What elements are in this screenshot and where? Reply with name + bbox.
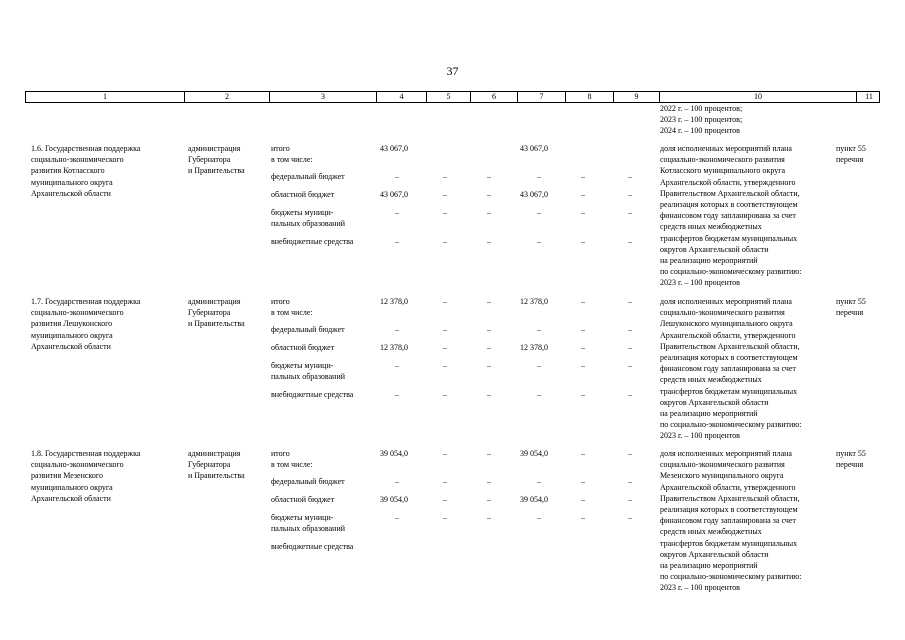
empty-value-dash: – bbox=[581, 477, 585, 486]
indicator-line: Правительством Архангельской области, bbox=[660, 493, 800, 503]
measure-name-line: Архангельской области bbox=[31, 493, 111, 503]
fin-municipal-label: бюджеты муници- bbox=[271, 513, 334, 522]
empty-value-dash: – bbox=[487, 449, 491, 458]
indicator-line: социально-экономического развития bbox=[660, 460, 785, 470]
indicator-line: финансовом году запланирована за счет bbox=[660, 516, 796, 526]
empty-value-dash: – bbox=[581, 513, 585, 522]
empty-value-dash: – bbox=[487, 361, 491, 370]
value-total-col7: 43 067,0 bbox=[520, 144, 548, 153]
header-col-9: 9 bbox=[613, 92, 659, 102]
empty-value-dash: – bbox=[443, 361, 447, 370]
empty-value-dash: – bbox=[628, 477, 632, 486]
empty-value-dash: – bbox=[628, 172, 632, 181]
empty-value-dash: – bbox=[395, 325, 399, 334]
fin-municipal-label: пальных образований bbox=[271, 524, 345, 534]
header-col-4: 4 bbox=[376, 92, 426, 102]
fin-total-label: в том числе: bbox=[271, 155, 313, 165]
indicator-line: Котласского муниципального округа bbox=[660, 166, 786, 176]
value-regional-col4: 39 054,0 bbox=[380, 495, 408, 504]
header-col-3: 3 bbox=[269, 92, 376, 102]
measure-name-line: муниципального округа bbox=[31, 177, 113, 187]
empty-value-dash: – bbox=[487, 237, 491, 246]
empty-value-dash: – bbox=[443, 190, 447, 199]
empty-value-dash: – bbox=[487, 477, 491, 486]
value-regional-col4: 12 378,0 bbox=[380, 343, 408, 352]
executor-line: и Правительства bbox=[188, 166, 245, 176]
header-col-11: 11 bbox=[856, 92, 881, 102]
empty-value-dash: – bbox=[628, 208, 632, 217]
indicator-line: по социально-экономическому развитию: bbox=[660, 267, 802, 277]
empty-value-dash: – bbox=[443, 449, 447, 458]
indicator-line: социально-экономического развития bbox=[660, 155, 785, 165]
value-total-col4: 43 067,0 bbox=[380, 144, 408, 153]
empty-value-dash: – bbox=[628, 325, 632, 334]
indicator-line: Архангельской области, утвержденного bbox=[660, 177, 796, 187]
indicator-line: Лешуконского муниципального округа bbox=[660, 319, 793, 329]
executor-line: администрация bbox=[188, 297, 241, 306]
indicator-line: Архангельской области, утвержденного bbox=[660, 330, 796, 340]
executor-line: и Правительства bbox=[188, 319, 245, 329]
fin-extra-label: внебюджетные средства bbox=[271, 542, 354, 551]
indicator-line: Мезенского муниципального округа bbox=[660, 471, 784, 481]
indicator-line: по социально-экономическому развитию: bbox=[660, 420, 802, 430]
indicator-line: реализация которых в соответствующем bbox=[660, 353, 798, 362]
indicator-line: 2023 г. – 100 процентов bbox=[660, 278, 740, 288]
executor-line: администрация bbox=[188, 144, 241, 153]
empty-value-dash: – bbox=[487, 190, 491, 199]
empty-value-dash: – bbox=[537, 237, 541, 246]
measure-name-line: социально-экономического bbox=[31, 460, 124, 470]
indicator-line: средств иных межбюджетных bbox=[660, 527, 762, 537]
fin-total-label: в том числе: bbox=[271, 308, 313, 318]
fin-regional-label: областной бюджет bbox=[271, 190, 335, 199]
reference-line: пункт 55 bbox=[836, 449, 866, 458]
empty-value-dash: – bbox=[537, 513, 541, 522]
value-total-col4: 39 054,0 bbox=[380, 449, 408, 458]
indicator-line: Правительством Архангельской области, bbox=[660, 188, 800, 198]
fin-municipal-label: бюджеты муници- bbox=[271, 361, 334, 370]
fin-municipal-label: пальных образований bbox=[271, 219, 345, 229]
executor-line: Губернатора bbox=[188, 308, 231, 318]
indicator-line: 2023 г. – 100 процентов bbox=[660, 583, 740, 593]
indicator-line: по социально-экономическому развитию: bbox=[660, 572, 802, 582]
empty-value-dash: – bbox=[443, 513, 447, 522]
empty-value-dash: – bbox=[443, 172, 447, 181]
reference-line: пункт 55 bbox=[836, 297, 866, 306]
value-total-col4: 12 378,0 bbox=[380, 297, 408, 306]
measure-name-line: Архангельской области bbox=[31, 188, 111, 198]
indicator-line: округов Архангельской области bbox=[660, 549, 769, 559]
reference-line: пункт 55 bbox=[836, 144, 866, 153]
header-col-5: 5 bbox=[426, 92, 470, 102]
empty-value-dash: – bbox=[537, 325, 541, 334]
empty-value-dash: – bbox=[628, 343, 632, 352]
empty-value-dash: – bbox=[537, 361, 541, 370]
indicator-line: округов Архангельской области bbox=[660, 244, 769, 254]
indicator-line: доля исполненных мероприятий плана bbox=[660, 449, 792, 458]
empty-value-dash: – bbox=[395, 237, 399, 246]
empty-value-dash: – bbox=[487, 495, 491, 504]
indicator-line: средств иных межбюджетных bbox=[660, 222, 762, 232]
empty-value-dash: – bbox=[443, 237, 447, 246]
fin-municipal-label: бюджеты муници- bbox=[271, 208, 334, 217]
table-header bbox=[25, 91, 880, 103]
measure-name-line: 1.7. Государственная поддержка bbox=[31, 297, 141, 306]
empty-value-dash: – bbox=[628, 449, 632, 458]
empty-value-dash: – bbox=[537, 172, 541, 181]
measure-name-line: Архангельской области bbox=[31, 341, 111, 351]
indicator-line: реализация которых в соответствующем bbox=[660, 200, 798, 209]
reference-line: перечня bbox=[836, 460, 864, 470]
empty-value-dash: – bbox=[537, 477, 541, 486]
empty-value-dash: – bbox=[443, 495, 447, 504]
empty-value-dash: – bbox=[443, 390, 447, 399]
empty-value-dash: – bbox=[581, 190, 585, 199]
value-regional-col7: 12 378,0 bbox=[520, 343, 548, 352]
empty-value-dash: – bbox=[395, 477, 399, 486]
empty-value-dash: – bbox=[487, 208, 491, 217]
indicator-line: на реализацию мероприятий bbox=[660, 561, 758, 570]
value-total-col7: 39 054,0 bbox=[520, 449, 548, 458]
indicator-line: Правительством Архангельской области, bbox=[660, 341, 800, 351]
value-regional-col7: 39 054,0 bbox=[520, 495, 548, 504]
empty-value-dash: – bbox=[443, 343, 447, 352]
indicator-line: на реализацию мероприятий bbox=[660, 409, 758, 418]
measure-name-line: муниципального округа bbox=[31, 482, 113, 492]
measure-name-line: 1.8. Государственная поддержка bbox=[31, 449, 141, 458]
fin-extra-label: внебюджетные средства bbox=[271, 237, 354, 246]
reference-line: перечня bbox=[836, 308, 864, 318]
indicator-carryover-line: 2022 г. – 100 процентов; bbox=[660, 104, 743, 113]
empty-value-dash: – bbox=[487, 513, 491, 522]
fin-total-label: итого bbox=[271, 297, 290, 306]
measure-name-line: развития Мезенского bbox=[31, 471, 103, 481]
header-col-7: 7 bbox=[517, 92, 565, 102]
indicator-line: трансфертов бюджетам муниципальных bbox=[660, 233, 798, 243]
fin-regional-label: областной бюджет bbox=[271, 495, 335, 504]
measure-name-line: социально-экономического bbox=[31, 155, 124, 165]
empty-value-dash: – bbox=[395, 390, 399, 399]
empty-value-dash: – bbox=[628, 390, 632, 399]
indicator-line: доля исполненных мероприятий плана bbox=[660, 144, 792, 153]
fin-regional-label: областной бюджет bbox=[271, 343, 335, 352]
indicator-carryover-line: 2024 г. – 100 процентов bbox=[660, 126, 740, 136]
empty-value-dash: – bbox=[581, 237, 585, 246]
fin-total-label: в том числе: bbox=[271, 460, 313, 470]
measure-name-line: 1.6. Государственная поддержка bbox=[31, 144, 141, 153]
value-regional-col4: 43 067,0 bbox=[380, 190, 408, 199]
header-col-6: 6 bbox=[470, 92, 517, 102]
value-total-col7: 12 378,0 bbox=[520, 297, 548, 306]
executor-line: и Правительства bbox=[188, 471, 245, 481]
indicator-line: финансовом году запланирована за счет bbox=[660, 211, 796, 221]
indicator-line: социально-экономического развития bbox=[660, 308, 785, 318]
measure-name-line: муниципального округа bbox=[31, 330, 113, 340]
empty-value-dash: – bbox=[443, 325, 447, 334]
fin-total-label: итого bbox=[271, 449, 290, 458]
empty-value-dash: – bbox=[581, 172, 585, 181]
indicator-line: Архангельской области, утвержденного bbox=[660, 482, 796, 492]
empty-value-dash: – bbox=[581, 343, 585, 352]
fin-federal-label: федеральный бюджет bbox=[271, 477, 345, 486]
indicator-line: трансфертов бюджетам муниципальных bbox=[660, 538, 798, 548]
executor-line: Губернатора bbox=[188, 460, 231, 470]
empty-value-dash: – bbox=[628, 237, 632, 246]
indicator-carryover-line: 2023 г. – 100 процентов; bbox=[660, 115, 743, 125]
empty-value-dash: – bbox=[581, 495, 585, 504]
empty-value-dash: – bbox=[628, 513, 632, 522]
empty-value-dash: – bbox=[395, 208, 399, 217]
empty-value-dash: – bbox=[487, 343, 491, 352]
header-col-1: 1 bbox=[103, 92, 107, 101]
empty-value-dash: – bbox=[581, 325, 585, 334]
empty-value-dash: – bbox=[628, 190, 632, 199]
indicator-line: реализация которых в соответствующем bbox=[660, 505, 798, 514]
indicator-line: финансовом году запланирована за счет bbox=[660, 364, 796, 374]
header-col-8: 8 bbox=[565, 92, 613, 102]
fin-total-label: итого bbox=[271, 144, 290, 153]
empty-value-dash: – bbox=[443, 208, 447, 217]
executor-line: администрация bbox=[188, 449, 241, 458]
value-regional-col7: 43 067,0 bbox=[520, 190, 548, 199]
header-col-10: 10 bbox=[659, 92, 856, 102]
empty-value-dash: – bbox=[628, 361, 632, 370]
fin-federal-label: федеральный бюджет bbox=[271, 325, 345, 334]
header-col-2: 2 bbox=[184, 92, 269, 102]
empty-value-dash: – bbox=[581, 361, 585, 370]
empty-value-dash: – bbox=[581, 449, 585, 458]
measure-name-line: социально-экономического bbox=[31, 308, 124, 318]
indicator-line: округов Архангельской области bbox=[660, 397, 769, 407]
empty-value-dash: – bbox=[395, 361, 399, 370]
empty-value-dash: – bbox=[537, 390, 541, 399]
fin-federal-label: федеральный бюджет bbox=[271, 172, 345, 181]
empty-value-dash: – bbox=[487, 325, 491, 334]
indicator-line: средств иных межбюджетных bbox=[660, 375, 762, 385]
empty-value-dash: – bbox=[487, 297, 491, 306]
empty-value-dash: – bbox=[537, 208, 541, 217]
empty-value-dash: – bbox=[487, 390, 491, 399]
empty-value-dash: – bbox=[628, 495, 632, 504]
empty-value-dash: – bbox=[395, 172, 399, 181]
measure-name-line: развития Лешуконского bbox=[31, 319, 113, 329]
empty-value-dash: – bbox=[395, 513, 399, 522]
measure-name-line: развития Котласского bbox=[31, 166, 105, 176]
empty-value-dash: – bbox=[487, 172, 491, 181]
executor-line: Губернатора bbox=[188, 155, 231, 165]
empty-value-dash: – bbox=[581, 390, 585, 399]
empty-value-dash: – bbox=[443, 297, 447, 306]
indicator-line: трансфертов бюджетам муниципальных bbox=[660, 386, 798, 396]
fin-extra-label: внебюджетные средства bbox=[271, 390, 354, 399]
indicator-line: на реализацию мероприятий bbox=[660, 256, 758, 265]
empty-value-dash: – bbox=[443, 477, 447, 486]
fin-municipal-label: пальных образований bbox=[271, 372, 345, 382]
page-number: 37 bbox=[446, 64, 459, 78]
reference-line: перечня bbox=[836, 155, 864, 165]
indicator-line: доля исполненных мероприятий плана bbox=[660, 297, 792, 306]
empty-value-dash: – bbox=[628, 297, 632, 306]
empty-value-dash: – bbox=[581, 297, 585, 306]
indicator-line: 2023 г. – 100 процентов bbox=[660, 431, 740, 441]
empty-value-dash: – bbox=[581, 208, 585, 217]
